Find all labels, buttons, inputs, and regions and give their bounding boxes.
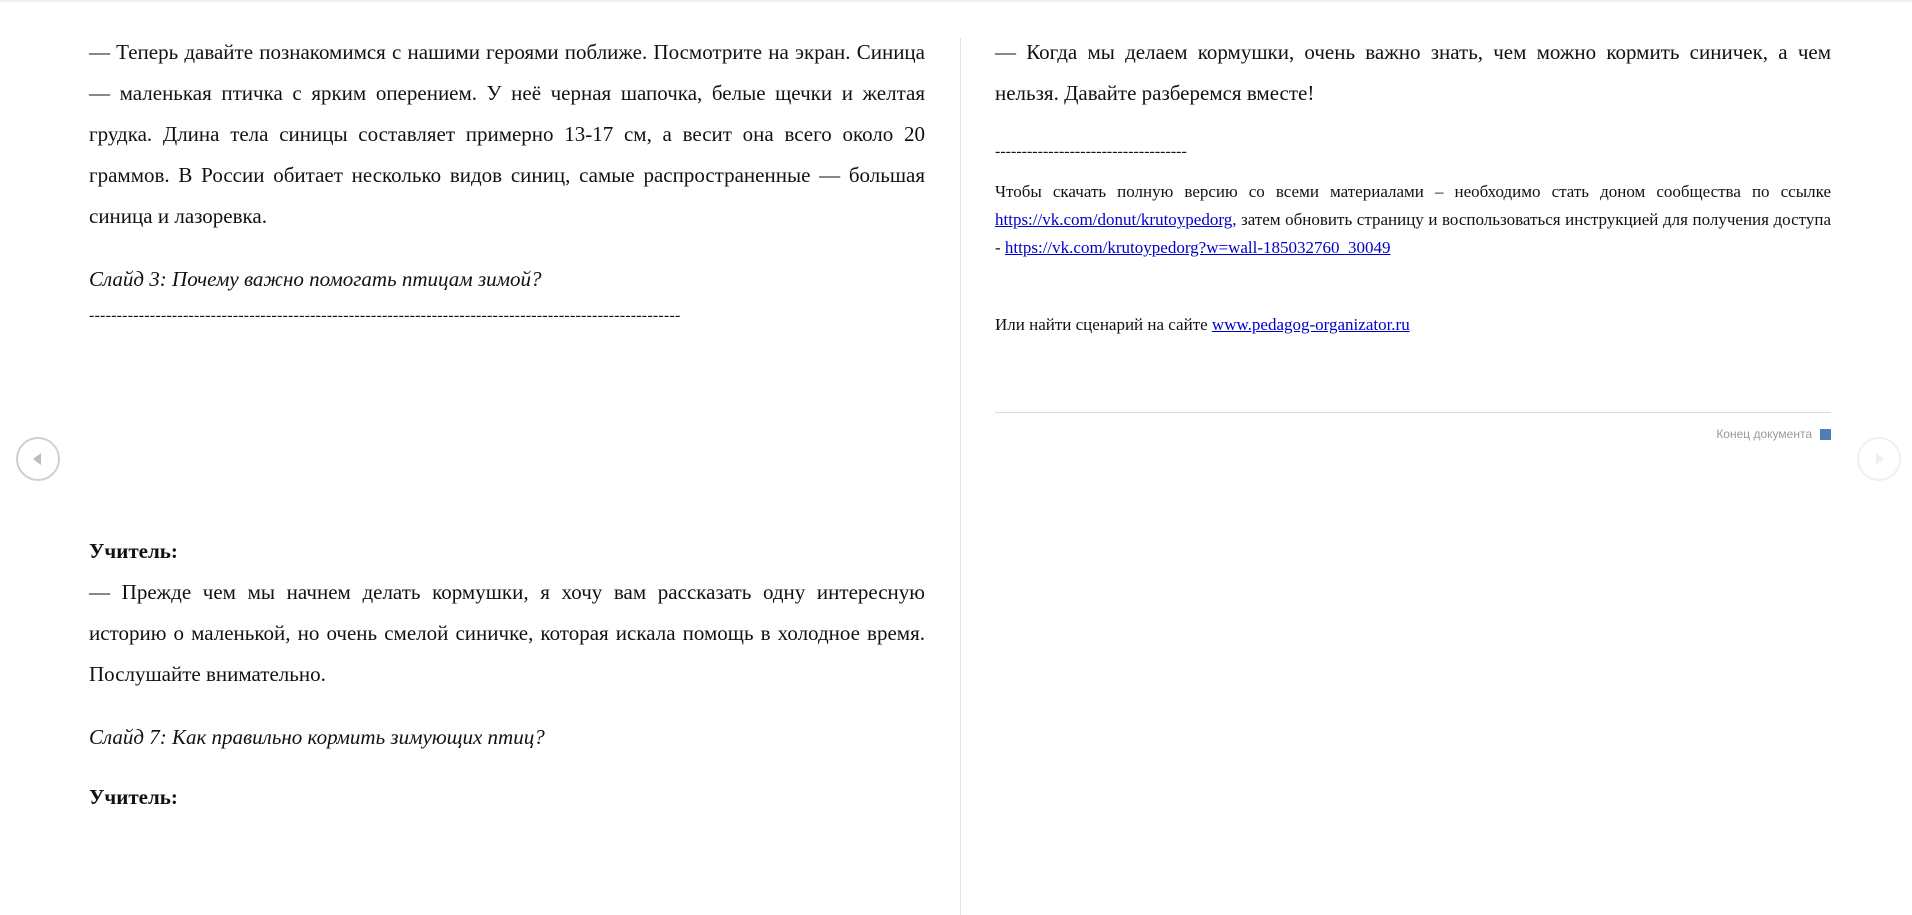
page-divider (960, 38, 961, 915)
slide-7-heading: Слайд 7: Как правильно кормить зимующих птиц? (89, 725, 545, 749)
donut-link[interactable]: https://vk.com/donut/krutoypedorg, (995, 210, 1237, 229)
top-border (0, 0, 1912, 2)
dashed-separator: ----------------------------------------------------------------------------------------------------------- (89, 307, 681, 324)
site-note-prefix: Или найти сценарий на сайте (995, 315, 1212, 334)
chevron-left-icon (28, 449, 48, 469)
next-page-button[interactable] (1857, 437, 1901, 481)
end-square-icon (1820, 429, 1831, 440)
teacher-label: Учитель: (89, 539, 178, 563)
wall-post-link[interactable]: https://vk.com/krutoypedorg?w=wall-185032760_30049 (1004, 238, 1391, 257)
dashed-separator-short: ------------------------------------ (995, 143, 1187, 160)
left-paragraph-2: — Прежде чем мы начнем делать кормушки, я хочу вам рассказать одну интересную историю о маленькой, но очень смелой синичке, которая искала помощь в холодное время. Послушайте внимательно. (89, 580, 925, 686)
download-note (995, 178, 1831, 262)
right-paragraph-1: — Когда мы делаем кормушки, очень важно знать, чем можно кормить синичек, а чем нельзя. Давайте разберемся вместе! (995, 40, 1831, 105)
download-note-prefix: Чтобы скачать полную версию со всеми материалами – необходимо стать доном сообщества по ссылке (995, 182, 1831, 201)
previous-page-button[interactable] (16, 437, 60, 481)
end-of-document (1716, 425, 1831, 443)
teacher-label-2: Учитель: (89, 785, 178, 809)
slide-3-heading: Слайд 3: Почему важно помогать птицам зимой? (89, 267, 542, 291)
left-paragraph-1: — Теперь давайте познакомимся с нашими героями поближе. Посмотрите на экран. Синица — маленькая птичка с ярким оперением. У неё черная шапочка, белые щечки и желтая грудка. Длина тела синицы составляет примерно 13-17 см, а весит она всего около 20 граммов. В России обитает несколько видов синиц, самые распространенные — большая синица и лазоревка. (89, 40, 925, 228)
end-of-document-label: Конец документа (1716, 427, 1812, 441)
download-note-middle: затем обновить страницу и воспользоваться инструкцией для получения доступа - (995, 210, 1831, 257)
end-rule (995, 412, 1831, 413)
site-link[interactable]: www.pedagog-organizator.ru (1211, 315, 1410, 334)
chevron-right-icon (1869, 449, 1889, 469)
site-note (995, 311, 1410, 339)
